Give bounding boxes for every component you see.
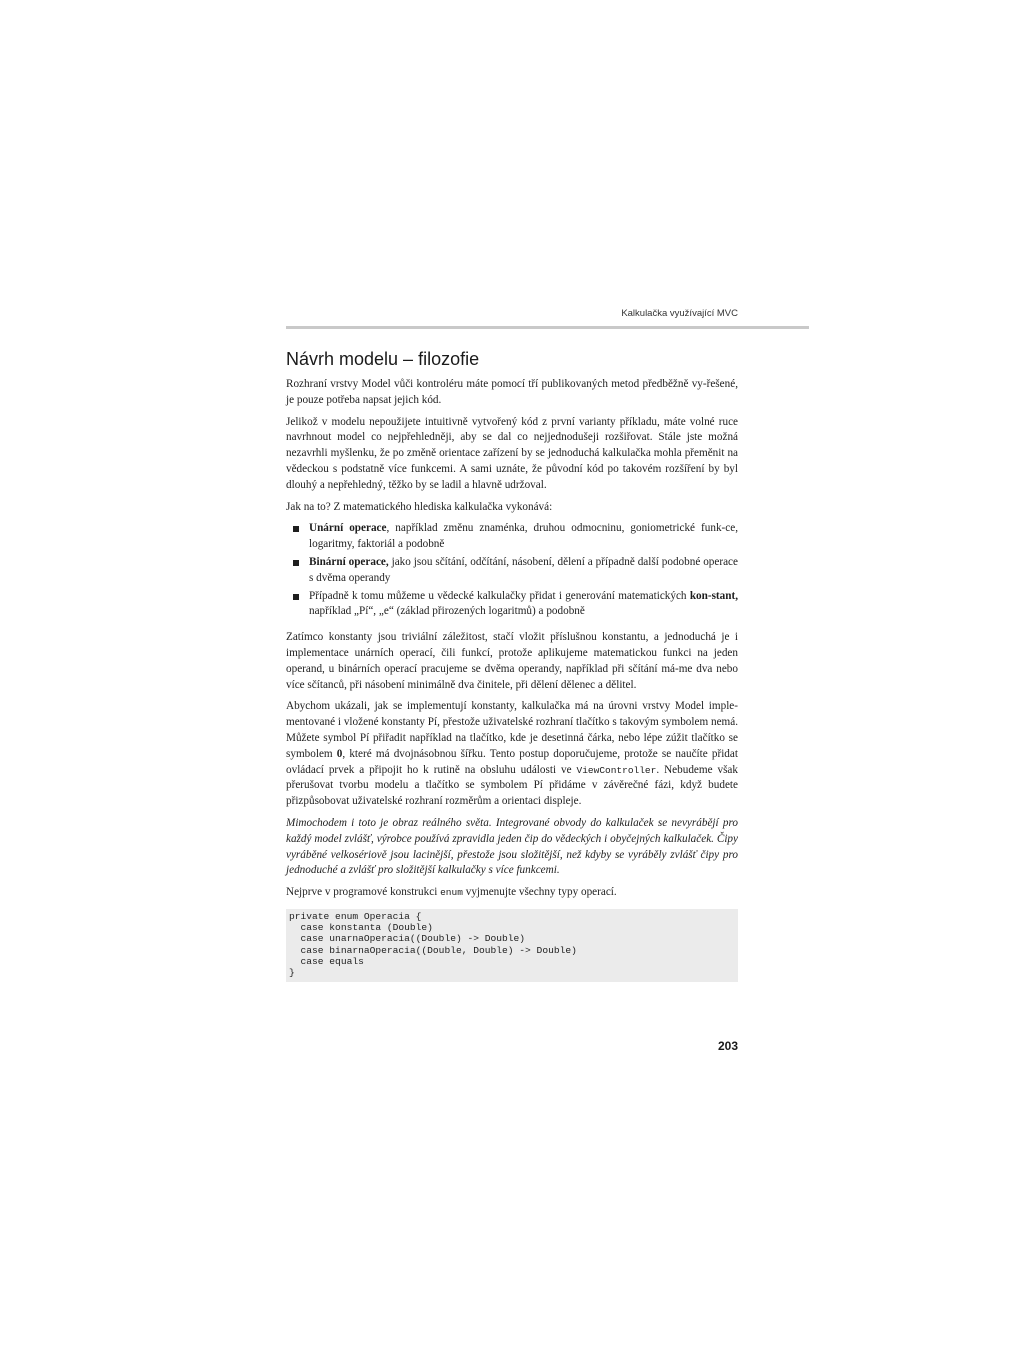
paragraph-7-text: Nejprve v programové konstrukci — [286, 886, 441, 899]
inline-code: ViewController — [576, 764, 657, 776]
list-item — [309, 521, 738, 553]
zero-symbol: 0 — [336, 747, 343, 760]
page-number: 203 — [717, 1039, 738, 1053]
operations-list — [286, 521, 738, 620]
list-item — [309, 555, 738, 587]
section-heading: Návrh modelu – filozofie — [286, 349, 480, 369]
list-item-text: jako jsou sčítání, odčítání, násobení, dělení a případně další podobné operace s dvěma operandy — [309, 555, 738, 584]
body-text — [286, 377, 738, 982]
header-rule — [286, 326, 809, 329]
list-item-bold: Unární operace — [309, 522, 387, 535]
paragraph-5-text: Abychom ukázali, jak se implementují konstanty, kalkulačka má na úrovni vrstvy Model imple-mentované i vložené konstanty Pí, přestože uživatelské rozhraní tlačítko s takovým symbolem nemá. Můžete symbol Pí přiřadit například na tlačítko, kde je desetinná čárka, nebo lépe zúžit tlačítko se symbolem — [286, 700, 738, 760]
list-item-text: Případně k tomu můžeme u vědecké kalkulačky přidat i generování matematických — [309, 589, 690, 602]
list-item — [309, 589, 738, 621]
paragraph-5-text: . Nebudeme však přerušovat tvorbu modelu a tlačítko se symbolem Pí přidáme v závěrečné fázi, když budete přizpůsobovat uživatelské rozhraní rozměrům a orientaci displeje. — [286, 763, 738, 808]
paragraph-2: Jelikož v modelu nepoužijete intuitivně vytvořený kód z první varianty příkladu, máte volné ruce navrhnout model co nejpřehledněji, aby se dal co nejjednodušeji rozšiřovat. Stále jste možná nezavrhli myšlenku, že po změně orientace zařízení by se jednoduchá kalkulačka mohla přeměnit na vědeckou s podstatně více funkcemi. A sami uznáte, že původní kód po takovém rozšíření by byl dlouhý a nepřehledný, těžko by se ladil a hlavně udržoval. — [286, 415, 738, 491]
list-item-bold: kon-stant, — [689, 589, 738, 602]
code-block: private enum Operacia { case konstanta (Double) case unarnaOperacia((Double) -> Double) case binarnaOperacia((Double, Double) -> Double) case equals } — [286, 909, 738, 982]
square-bullet-icon — [293, 526, 299, 532]
paragraph-7 — [286, 885, 738, 901]
square-bullet-icon — [293, 560, 299, 566]
paragraph-5 — [286, 699, 738, 810]
square-bullet-icon — [293, 594, 299, 600]
list-item-text: , například změnu znaménka, druhou odmocninu, goniometrické funk-ce, logaritmy, faktoriál a podobně — [309, 522, 738, 551]
paragraph-1: Rozhraní vrstvy Model vůči kontroléru máte pomocí tří publikovaných metod předběžně vy-řešené, je pouze potřeba napsat jejich kód. — [286, 378, 738, 406]
paragraph-6-note: Mimochodem i toto je obraz reálného světa. Integrované obvody do kalkulaček se nevyrábějí pro každý model zvlášť, výrobce používá zpravidla jeden čip do vědeckých i obyčejných kalkulaček. Čipy vyráběné velkosériově jsou lacinější, přestože jsou složitější, než kdyby se vyráběly zvlášť čipy pro jednoduché a zvlášť pro složitější kalkulačky s více funkcemi. — [286, 816, 738, 877]
running-head: Kalkulačka využívající MVC — [621, 308, 738, 319]
paragraph-3: Jak na to? Z matematického hlediska kalkulačka vykonává: — [286, 500, 553, 513]
paragraph-7-text: vyjmenujte všechny typy operací. — [462, 886, 617, 899]
list-item-text: například „Pí“, „e“ (základ přirozených logaritmů) a podobně — [309, 605, 585, 618]
paragraph-5-text: , které má dvojnásobnou šířku. Tento postup doporučujeme, protože se naučíte přidat ovládací prvek a připojit ho k rutině na obsluhu události ve — [286, 747, 738, 776]
paragraph-4: Zatímco konstanty jsou triviální záležitost, stačí vložit příslušnou konstantu, a jednoduchá je i implementace unárních operací, čili funkcí, protože aplikujeme matematickou funkci na jeden operand, u binárních operací pracujeme se dvěma operandy, například při sčítání má-me dva nebo více sčítanců, při násobení minimálně dva činitele, při dělení dělenec a dělitel. — [286, 631, 738, 691]
inline-code: enum — [440, 887, 463, 899]
list-item-bold: Binární operace, — [309, 555, 389, 568]
